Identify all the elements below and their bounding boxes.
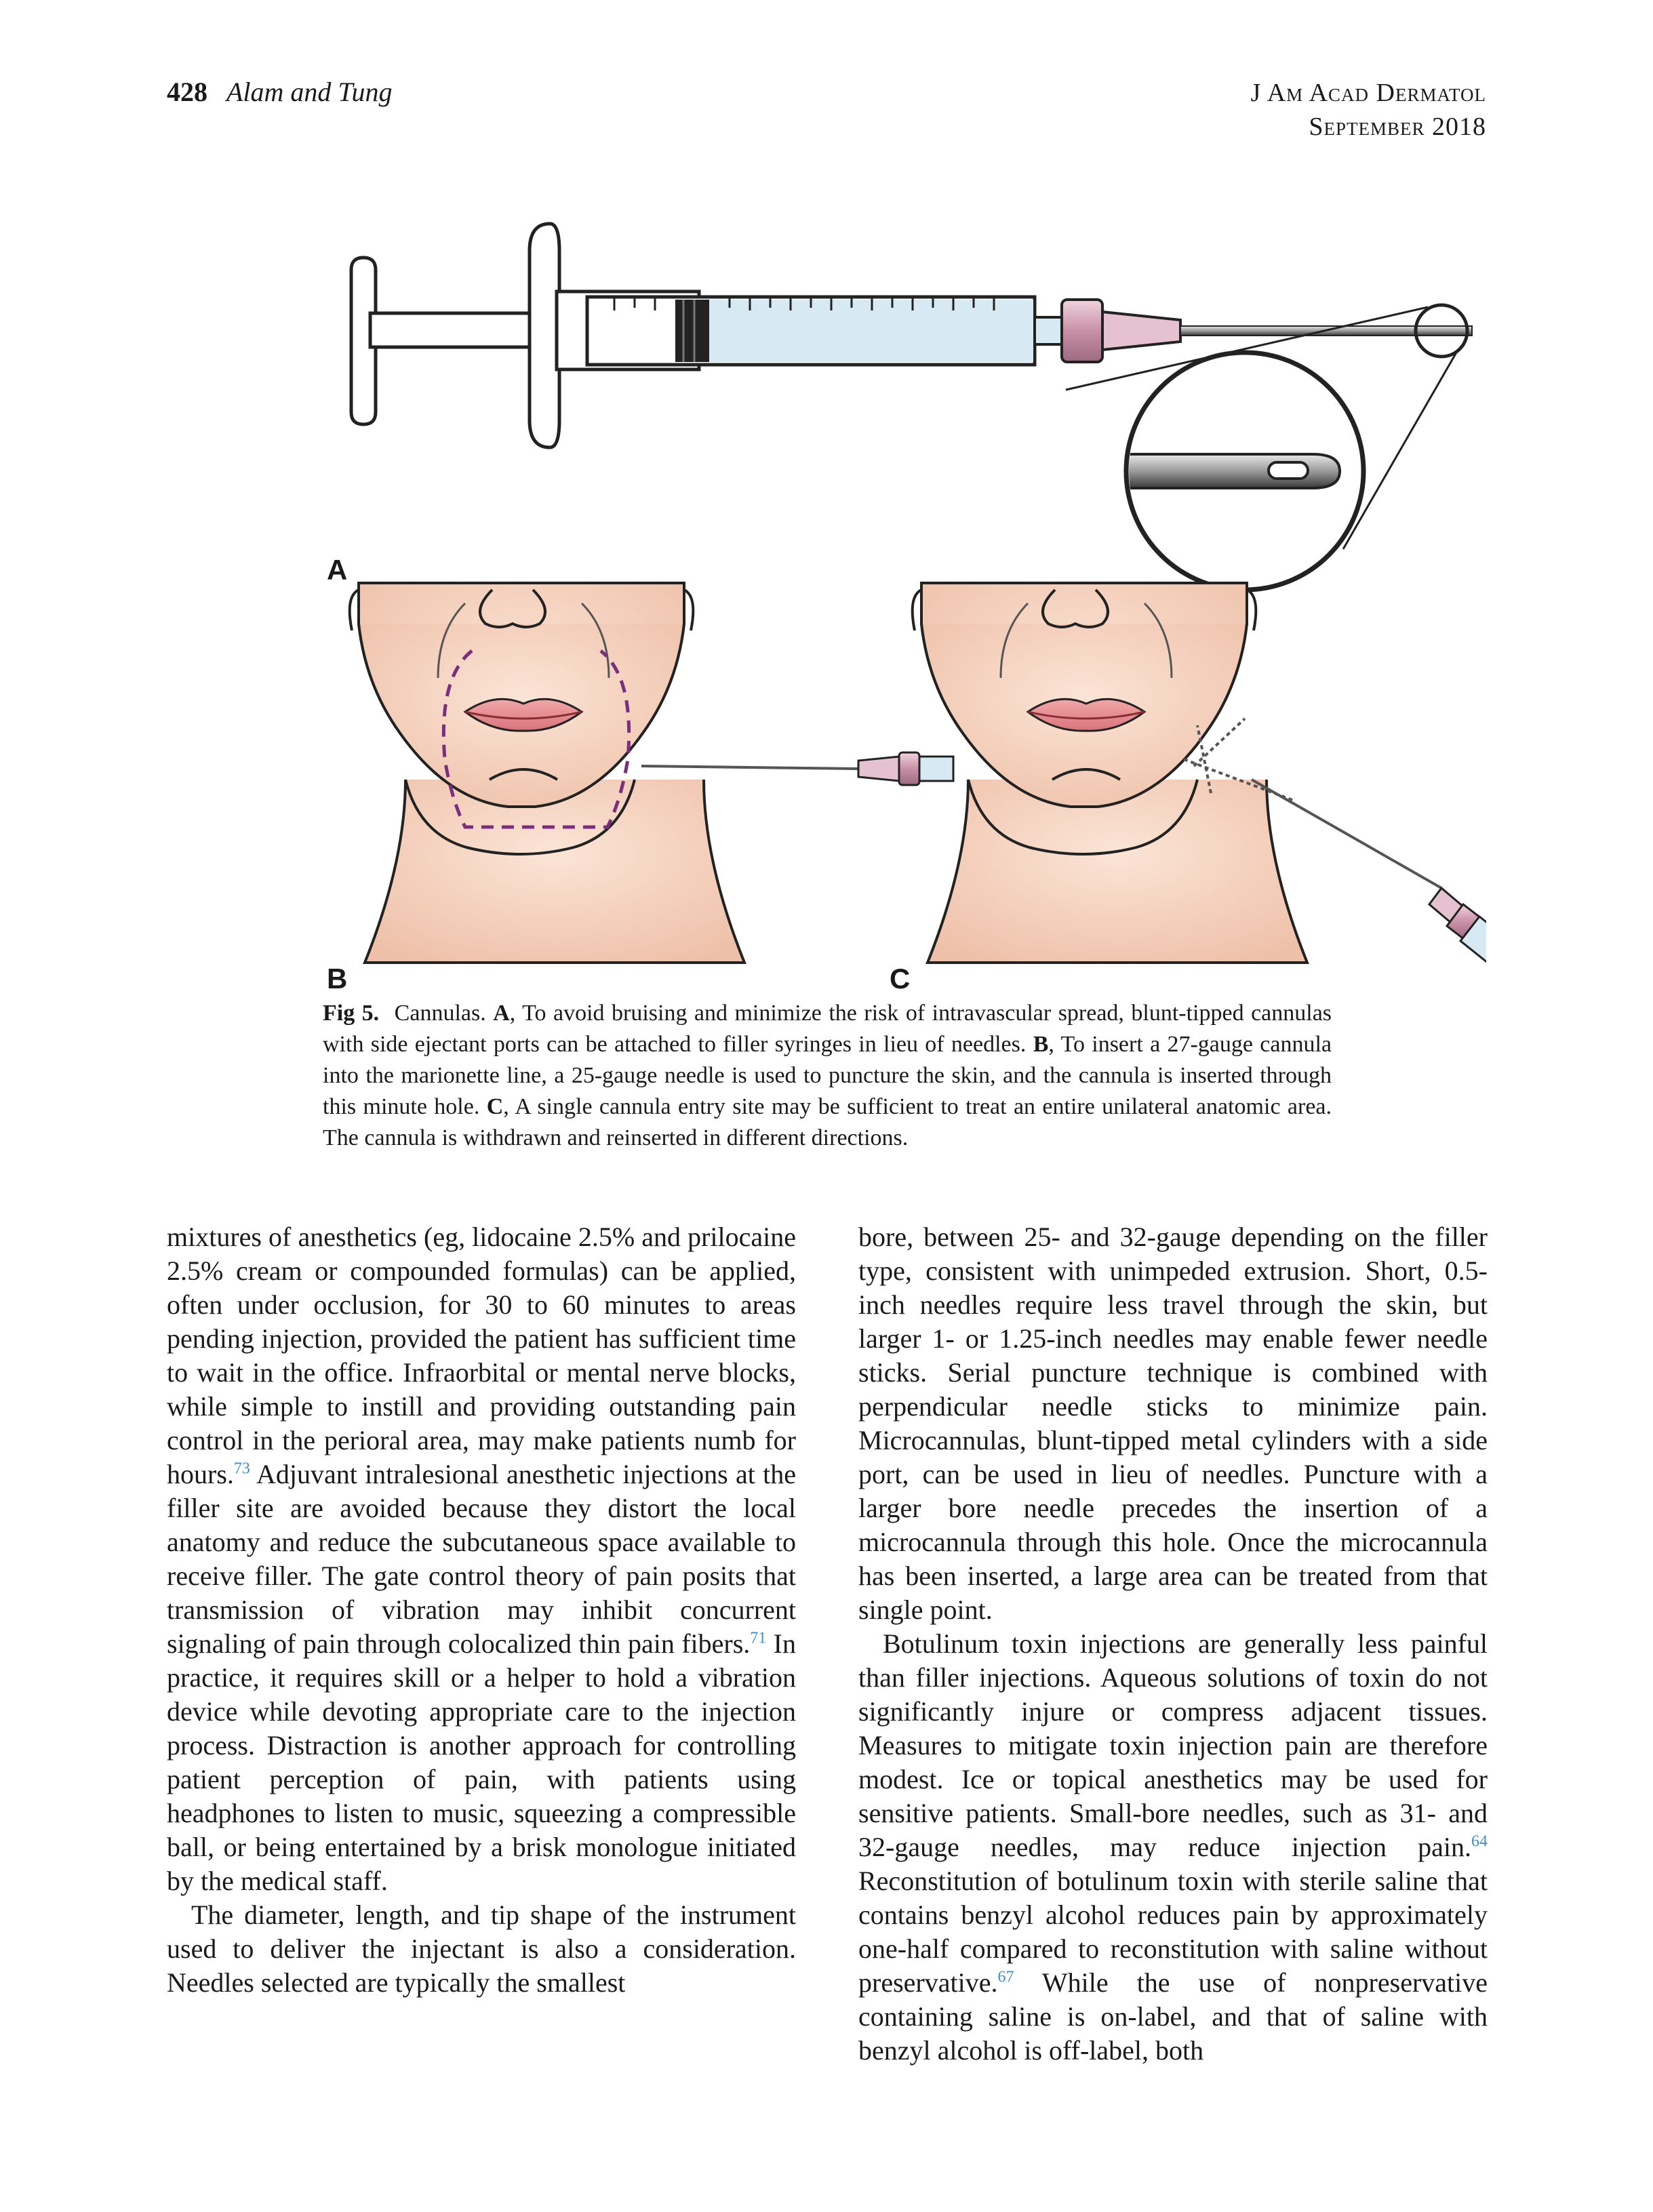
figure-caption <box>323 998 1332 1154</box>
paragraph <box>858 1627 1488 2068</box>
reference-link-67[interactable]: 67 <box>997 1968 1014 1986</box>
face-illustration-c <box>913 583 1486 963</box>
body-column-left <box>167 1220 796 2000</box>
journal-name: J Am Acad Dermatol <box>1250 79 1486 107</box>
paragraph: The diameter, length, and tip shape of the instrument used to deliver the injectant is also a consideration. Needles selected are typically the smallest <box>167 1899 796 1998</box>
figure-illustration <box>167 183 1486 1003</box>
running-header-left <box>167 76 392 108</box>
paragraph-text: Botulinum toxin injections are generally less painful than filler injections. Aqueous solutions of toxin do not significantly injure or compress adjacent tissues. Measures to mitigate toxin injection pain are therefore modest. Ice or topical anesthetics may be used for sensitive patients. Small-bore needles, such as 31- and 32-gauge needles, may reduce injection pain. <box>858 1628 1488 1862</box>
running-header-right <box>1251 76 1486 144</box>
figure-5 <box>167 183 1486 1003</box>
panel-label-c: C <box>890 963 911 994</box>
panel-label-b: B <box>327 963 348 994</box>
body-column-right <box>858 1220 1488 2068</box>
caption-b-text: , To insert a 27-gauge cannula into the marionette line, a 25-gauge needle is used to puncture the skin, and the cannula is inserted through this minute hole. <box>323 1032 1332 1119</box>
panel-label-a: A <box>327 554 348 586</box>
paragraph-text: Adjuvant intralesional anesthetic injections at the filler site are avoided because they distort the local anatomy and reduce the subcutaneous space available to receive filler. The gate control theory of pain posits that transmission of vibration may inhibit concurrent signaling of pain through colocalized thin pain fibers. <box>167 1459 796 1659</box>
reference-link-73[interactable]: 73 <box>233 1460 250 1478</box>
caption-intro: Cannulas. <box>394 1001 486 1026</box>
paragraph <box>167 1220 796 1898</box>
paragraph-text: Reconstitution of botulinum toxin with sterile saline that contains benzyl alcohol reduces pain by approximately one-half compared to reconstitution with saline without preservative. <box>858 1866 1488 1998</box>
page-number: 428 <box>167 77 207 107</box>
syringe-illustration <box>351 224 1472 590</box>
running-authors: Alam and Tung <box>226 77 393 107</box>
paragraph-text: While the use of nonpreservative containing saline is on-label, and that of saline with benzyl alcohol is off-label, both <box>858 1967 1488 2066</box>
issue-date: September 2018 <box>1309 113 1486 141</box>
reference-link-71[interactable]: 71 <box>750 1629 767 1647</box>
paragraph: bore, between 25- and 32-gauge depending on the filler type, consistent with unimpeded extrusion. Short, 0.5-inch needles require less travel through the skin, but larger 1- or 1.25-inch needles may enable fewer needle sticks. Serial puncture technique is combined with perpendicular needle sticks to minimize pain. Microcannulas, blunt-tipped metal cylinders with a side port, can be used in lieu of needles. Puncture with a larger bore needle precedes the insertion of a microcannula through this hole. Once the microcannula has been inserted, a large area can be treated from that single point. <box>858 1222 1488 1625</box>
face-illustration-b <box>350 549 953 963</box>
figure-label: Fig 5. <box>323 1001 380 1026</box>
caption-c-label: C <box>486 1094 504 1119</box>
caption-b-label: B <box>1033 1032 1049 1057</box>
caption-a-text: , To avoid bruising and minimize the risk of intravascular spread, blunt-tipped cannulas with side ejectant ports can be attached to filler syringes in lieu of needles. <box>323 1001 1332 1057</box>
paragraph-text: In practice, it requires skill or a helper to hold a vibration device while devoting appropriate care to the injection process. Distraction is another approach for controlling patient perception of pain, with patients using headphones to listen to music, squeezing a compressible ball, or being entertained by a brisk monologue initiated by the medical staff. <box>167 1628 796 1896</box>
paragraph-text: mixtures of anesthetics (eg, lidocaine 2.5% and prilocaine 2.5% cream or compounded formulas) can be applied, often under occlusion, for 30 to 60 minutes to areas pending injection, provided the patient has sufficient time to wait in the office. Infraorbital or mental nerve blocks, while simple to instill and providing outstanding pain control in the perioral area, may make patients numb for hours. <box>167 1222 796 1489</box>
reference-link-64[interactable]: 64 <box>1471 1832 1488 1851</box>
caption-c-text: , A single cannula entry site may be sufficient to treat an entire unilateral anatomic area. The cannula is withdrawn and reinserted in different directions. <box>323 1094 1332 1150</box>
caption-a-label: A <box>493 1001 510 1026</box>
